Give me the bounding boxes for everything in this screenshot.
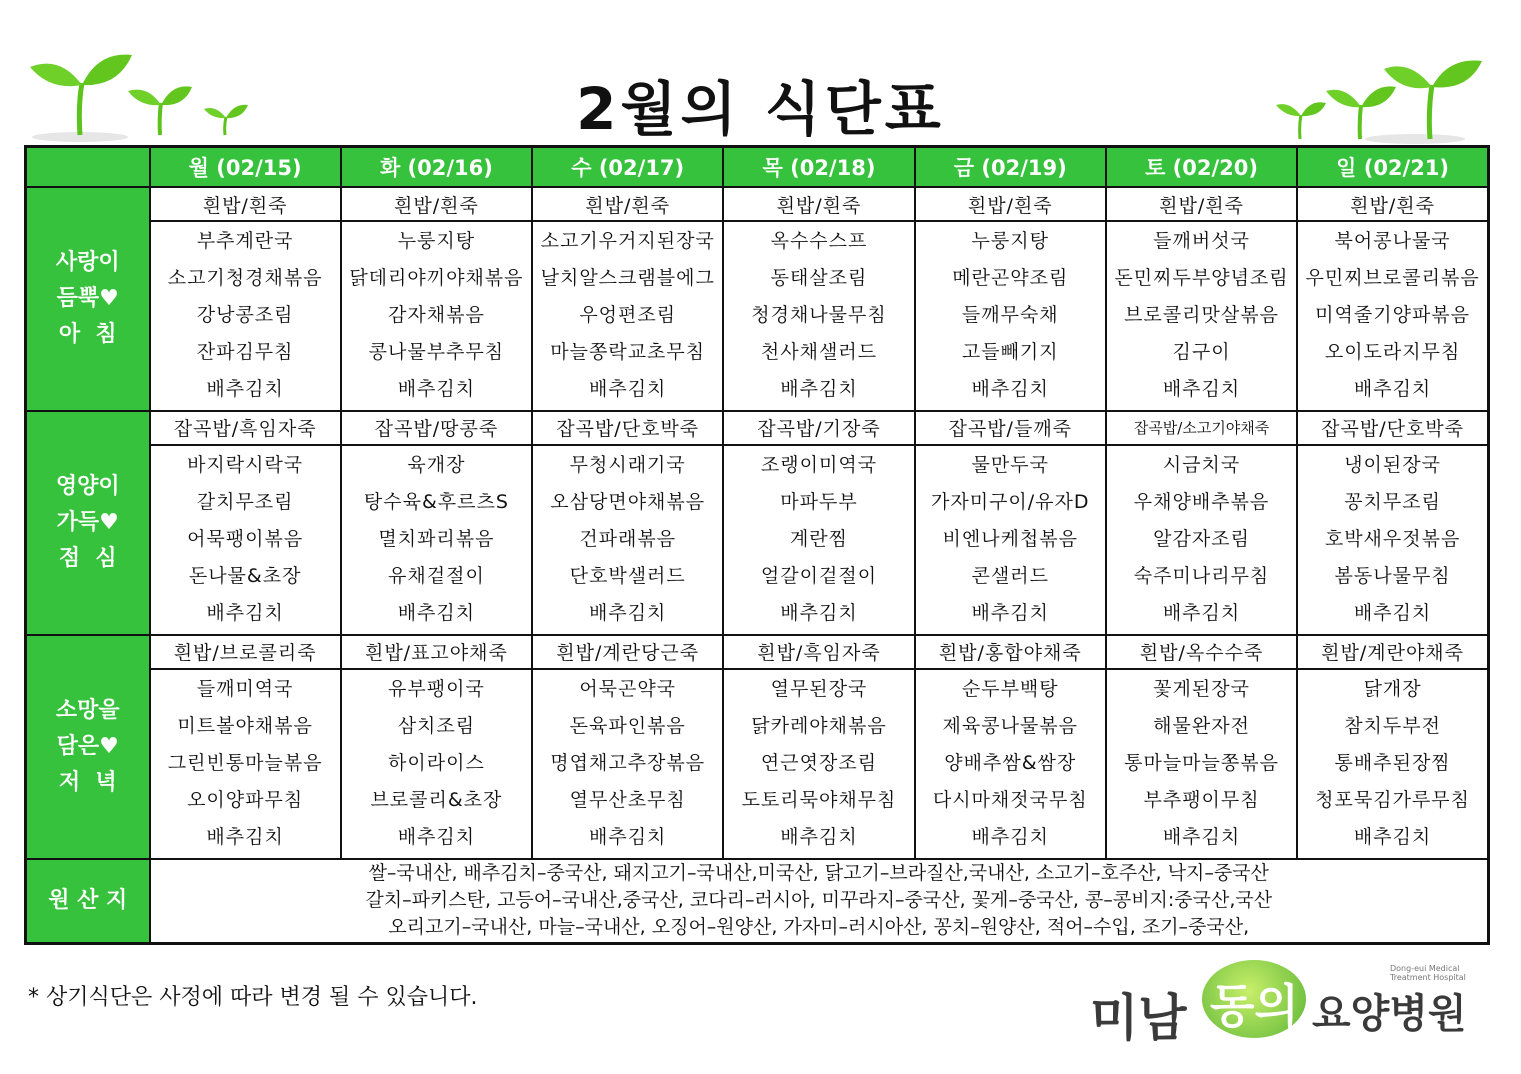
dish-item: 단호박샐러드 [569, 565, 686, 588]
dish-item: 무청시래기국 [569, 454, 686, 477]
dish-item: 냉이된장국 [1344, 454, 1441, 477]
rice-porridge-cell: 흰밥/흰죽 [532, 187, 723, 221]
dish-item: 그린빈통마늘볶음 [167, 752, 323, 775]
logo-text-part1: 미남 [1090, 988, 1187, 1047]
dish-item: 마늘쫑락교초무침 [550, 341, 706, 364]
dish-item: 돈육파인볶음 [569, 715, 686, 738]
dish-item: 들깨미역국 [196, 678, 294, 701]
dish-item: 미역줄기양파볶음 [1315, 304, 1471, 327]
rice-porridge-cell: 흰밥/흑임자죽 [723, 635, 914, 669]
rice-porridge-cell: 흰밥/홍합야채죽 [915, 635, 1106, 669]
origin-label: 원 산 지 [26, 859, 150, 944]
dishes-cell [1106, 221, 1297, 411]
dishes-cell [532, 669, 723, 859]
dish-item: 알감자조림 [1153, 528, 1250, 551]
dish-item: 돈나물&초장 [188, 565, 302, 588]
dish-item: 가자미구이/유자D [931, 491, 1090, 514]
dishes-cell [723, 669, 914, 859]
dish-item: 배추김치 [206, 378, 284, 401]
dish-item: 배추김치 [1353, 826, 1432, 849]
dish-item: 하이라이스 [388, 752, 485, 775]
dish-item: 옥수수스프 [770, 230, 868, 253]
dishes-cell [915, 669, 1106, 859]
meal-category-line: 사랑이 [55, 249, 120, 275]
dish-item: 배추김치 [971, 602, 1049, 625]
dish-item: 배추김치 [1162, 602, 1241, 625]
logo-sub-line2: Treatment Hospital [1390, 973, 1466, 982]
dish-item: 배추김치 [588, 378, 667, 401]
dish-item: 건파래볶음 [579, 528, 677, 551]
origin-line: 오리고기–국내산, 마늘–국내산, 오징어–원양산, 가자미–러시아산, 꽁치–원양산, 적어–수입, 조기–중국산, [388, 916, 1250, 939]
day-header: 수 (02/17) [532, 147, 723, 188]
dish-item: 브로콜리맛살볶음 [1124, 304, 1279, 327]
rice-porridge-cell: 잡곡밥/소고기야채죽 [1106, 411, 1297, 445]
dish-item: 고들빼기지 [961, 341, 1059, 364]
dish-item: 소고기우거지된장국 [540, 230, 715, 253]
rice-porridge-cell: 흰밥/흰죽 [341, 187, 532, 221]
dish-item: 마파두부 [780, 491, 858, 514]
rice-porridge-cell: 잡곡밥/기장죽 [723, 411, 914, 445]
dish-item: 들깨무숙채 [961, 304, 1059, 327]
dish-item: 우엉편조림 [579, 304, 677, 327]
dish-item: 돈민찌두부양념조림 [1114, 267, 1289, 290]
dishes-cell [341, 445, 532, 635]
dish-item: 배추김치 [1162, 378, 1241, 401]
rice-porridge-cell: 흰밥/흰죽 [150, 187, 341, 221]
meal-category-line: 점 심 [58, 545, 117, 571]
page-title: 2월의 식단표 [576, 75, 945, 143]
meal-category-line: 저 녁 [58, 769, 117, 795]
dish-item: 부추팽이무침 [1143, 789, 1260, 812]
meal-category [26, 187, 150, 411]
day-header: 금 (02/19) [915, 147, 1106, 188]
dish-item: 콘샐러드 [971, 565, 1049, 588]
dish-item: 들깨버섯국 [1153, 230, 1250, 253]
dishes-cell [150, 445, 341, 635]
meal-category-line: 소망을 [55, 697, 120, 723]
dish-item: 참치두부전 [1344, 715, 1441, 738]
dishes-cell [1297, 445, 1488, 635]
rice-porridge-cell: 잡곡밥/단호박죽 [1297, 411, 1488, 445]
dishes-cell [150, 221, 341, 411]
dish-item: 청포묵김가루무침 [1315, 789, 1471, 812]
dish-item: 배추김치 [397, 602, 476, 625]
origin-info [150, 859, 1489, 944]
meal-rice-row [26, 187, 1489, 221]
dish-item: 잔파김무침 [196, 341, 294, 364]
dishes-cell [150, 669, 341, 859]
logo-subtext [1390, 964, 1466, 982]
dish-item: 물만두국 [971, 454, 1049, 477]
dish-item: 배추김치 [780, 602, 858, 625]
dishes-cell [1106, 445, 1297, 635]
meal-dishes-row [26, 221, 1489, 411]
dish-item: 양배추쌈&쌈장 [944, 752, 1077, 775]
rice-porridge-cell: 잡곡밥/땅콩죽 [341, 411, 532, 445]
dish-item: 계란찜 [789, 528, 849, 551]
rice-porridge-cell: 흰밥/흰죽 [1106, 187, 1297, 221]
dish-item: 육개장 [407, 454, 466, 477]
meal-category [26, 635, 150, 859]
rice-porridge-cell: 흰밥/옥수수죽 [1106, 635, 1297, 669]
dish-item: 누룽지탕 [397, 230, 476, 253]
dish-item: 얼갈이겉절이 [760, 565, 878, 588]
dish-item: 콩나물부추무침 [368, 341, 505, 364]
dish-item: 꽁치무조림 [1344, 491, 1441, 514]
dish-item: 유부팽이국 [388, 678, 485, 701]
logo-text-part3: 요양병원 [1312, 990, 1467, 1037]
dish-item: 부추계란국 [196, 230, 294, 253]
dish-item: 배추김치 [588, 826, 667, 849]
origin-line: 쌀–국내산, 배추김치–중국산, 돼지고기–국내산,미국산, 닭고기–브라질산,국내산, 소고기–호주산, 낙지–중국산 [368, 862, 1269, 885]
dishes-cell [1106, 669, 1297, 859]
meal-category-line: 담은♥ [56, 733, 119, 759]
origin-line: 갈치–파키스탄, 고등어–국내산,중국산, 코다리–러시아, 미꾸라지–중국산, 꽃게–중국산, 콩–콩비지:중국산,국산 [365, 889, 1273, 912]
dish-item: 김구이 [1172, 341, 1231, 364]
dishes-cell [723, 221, 914, 411]
dishes-cell [1297, 221, 1488, 411]
dishes-cell [1297, 669, 1488, 859]
rice-porridge-cell: 흰밥/흰죽 [915, 187, 1106, 221]
logo-text-part2: 동의 [1210, 979, 1299, 1033]
dish-item: 배추김치 [780, 826, 858, 849]
dish-item: 해물완자전 [1153, 715, 1250, 738]
meal-category-line: 영양이 [55, 473, 120, 499]
dish-item: 배추김치 [588, 602, 667, 625]
rice-porridge-cell: 흰밥/브로콜리죽 [150, 635, 341, 669]
dish-item: 닭개장 [1363, 678, 1422, 701]
meal-dishes-row [26, 669, 1489, 859]
dish-item: 제육콩나물볶음 [942, 715, 1078, 738]
dish-item: 강낭콩조림 [196, 304, 294, 327]
meal-dishes-row [26, 445, 1489, 635]
meal-rice-row [26, 411, 1489, 445]
dish-item: 배추김치 [780, 378, 858, 401]
dish-item: 우민찌브로콜리볶음 [1305, 267, 1480, 290]
dishes-cell [915, 221, 1106, 411]
dish-item: 호박새우젓볶음 [1324, 528, 1461, 551]
dish-item: 조랭이미역국 [760, 454, 878, 477]
change-notice: * 상기식단은 사정에 따라 변경 될 수 있습니다. [28, 985, 478, 1010]
dish-item: 열무산초무침 [569, 789, 686, 812]
dishes-cell [341, 221, 532, 411]
dish-item: 꽃게된장국 [1153, 678, 1250, 701]
meal-rice-row [26, 635, 1489, 669]
origin-row [26, 859, 1489, 944]
dish-item: 미트볼야채볶음 [177, 715, 313, 738]
dish-item: 배추김치 [1353, 602, 1432, 625]
rice-porridge-cell: 흰밥/계란당근죽 [532, 635, 723, 669]
day-header: 토 (02/20) [1106, 147, 1297, 188]
dish-item: 우채양배추볶음 [1133, 491, 1270, 514]
dish-item: 어묵팽이볶음 [187, 528, 304, 551]
dish-item: 오이양파무침 [187, 789, 304, 812]
logo-sub-line1: Dong-eui Medical [1390, 964, 1460, 973]
dish-item: 비엔나케첩볶음 [942, 528, 1078, 551]
dish-item: 동태살조림 [770, 267, 868, 290]
dish-item: 배추김치 [1353, 378, 1432, 401]
day-header: 월 (02/15) [150, 147, 341, 188]
dish-item: 유채겉절이 [388, 565, 485, 588]
rice-porridge-cell: 잡곡밥/단호박죽 [532, 411, 723, 445]
dish-item: 삼치조림 [397, 715, 476, 738]
dish-item: 멸치꽈리볶음 [378, 528, 495, 551]
dish-item: 감자채볶음 [388, 304, 485, 327]
dish-item: 배추김치 [397, 826, 476, 849]
header-corner [26, 147, 150, 188]
rice-porridge-cell: 잡곡밥/흑임자죽 [150, 411, 341, 445]
rice-porridge-cell: 흰밥/흰죽 [1297, 187, 1488, 221]
dish-item: 소고기청경채볶음 [167, 267, 323, 290]
dish-item: 숙주미나리무침 [1133, 565, 1270, 588]
meal-category-line: 아 침 [58, 321, 117, 347]
dishes-cell [341, 669, 532, 859]
dish-item: 시금치국 [1162, 454, 1241, 477]
meal-plan-table [24, 145, 1490, 945]
dish-item: 배추김치 [397, 378, 476, 401]
dish-item: 누룽지탕 [971, 230, 1049, 253]
dish-item: 봄동나물무침 [1334, 565, 1451, 588]
dishes-cell [723, 445, 914, 635]
rice-porridge-cell: 흰밥/표고야채죽 [341, 635, 532, 669]
hospital-logo [1090, 958, 1490, 1048]
rice-porridge-cell: 흰밥/흰죽 [723, 187, 914, 221]
dish-item: 오이도라지무침 [1324, 341, 1461, 364]
dishes-cell [915, 445, 1106, 635]
dish-item: 갈치무조림 [196, 491, 294, 514]
dish-item: 바지락시락국 [187, 454, 304, 477]
dish-item: 브로콜리&초장 [370, 789, 503, 812]
dishes-cell [532, 445, 723, 635]
dish-item: 청경채나물무침 [751, 304, 887, 327]
day-header: 목 (02/18) [723, 147, 914, 188]
dish-item: 닭카레야채볶음 [751, 715, 887, 738]
dish-item: 통마늘마늘쫑볶음 [1124, 752, 1279, 775]
rice-porridge-cell: 흰밥/계란야채죽 [1297, 635, 1488, 669]
day-header: 화 (02/16) [341, 147, 532, 188]
dish-item: 오삼당면야채볶음 [550, 491, 706, 514]
dish-item: 메란곤약조림 [952, 267, 1069, 290]
dish-item: 열무된장국 [770, 678, 868, 701]
header-row [26, 147, 1489, 188]
dish-item: 북어콩나물국 [1334, 230, 1451, 253]
dish-item: 연근엿장조림 [760, 752, 878, 775]
dish-item: 어묵곤약국 [579, 678, 677, 701]
dish-item: 닭데리야끼야채볶음 [349, 267, 524, 290]
dish-item: 탕수육&후르츠S [363, 491, 509, 514]
dishes-cell [532, 221, 723, 411]
dish-item: 배추김치 [1162, 826, 1241, 849]
dish-item: 배추김치 [971, 378, 1049, 401]
day-header: 일 (02/21) [1297, 147, 1488, 188]
rice-porridge-cell: 잡곡밥/들깨죽 [915, 411, 1106, 445]
meal-category-line: 가득♥ [56, 509, 119, 535]
dish-item: 통배추된장찜 [1334, 752, 1451, 775]
dish-item: 도토리묵야채무침 [741, 789, 897, 812]
dish-item: 배추김치 [971, 826, 1049, 849]
dish-item: 다시마채젓국무침 [932, 789, 1088, 812]
dish-item: 천사채샐러드 [760, 341, 878, 364]
dish-item: 배추김치 [206, 826, 284, 849]
meal-category [26, 411, 150, 635]
dish-item: 배추김치 [206, 602, 284, 625]
dish-item: 날치알스크램블에그 [540, 267, 715, 290]
meal-category-line: 듬뿍♥ [56, 285, 119, 311]
dish-item: 명엽채고추장볶음 [550, 752, 706, 775]
dish-item: 순두부백탕 [961, 678, 1059, 701]
